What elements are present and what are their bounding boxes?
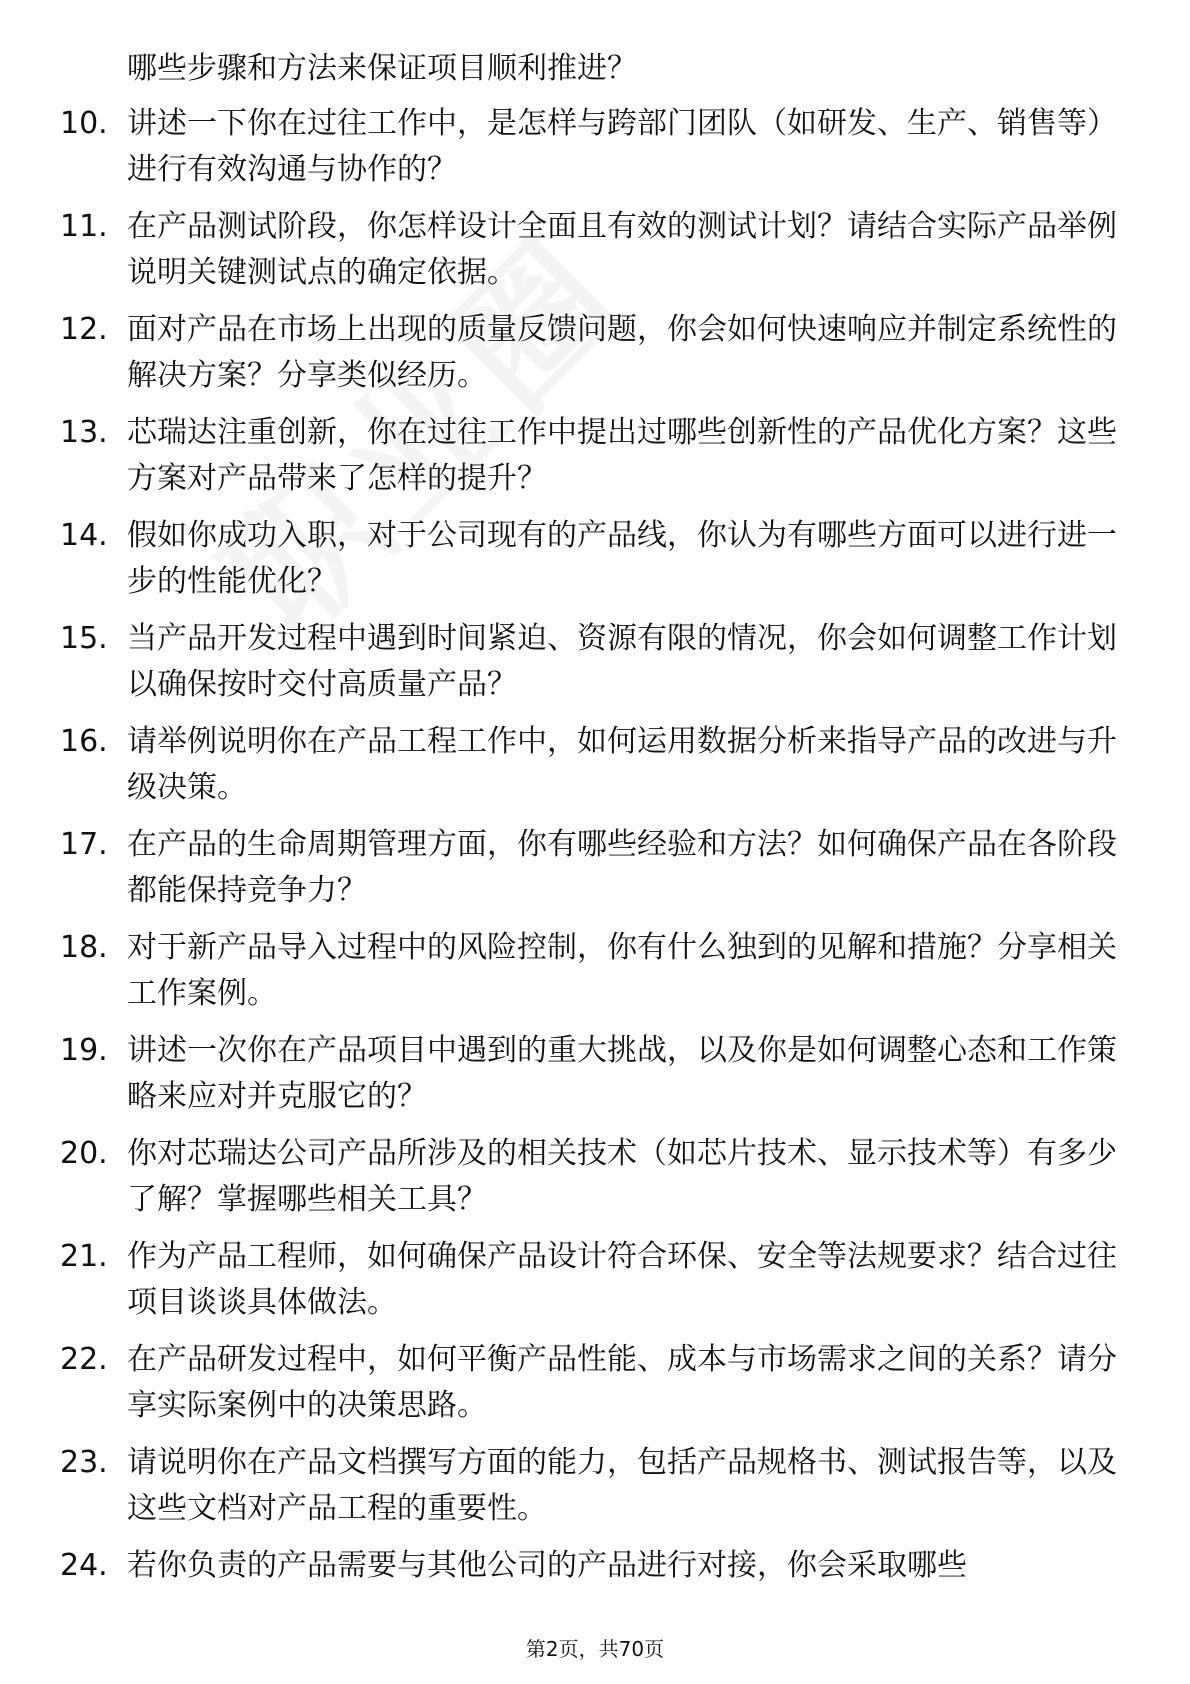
question-item: [60, 1028, 1135, 1120]
question-text: 讲述一次你在产品项目中遇到的重大挑战，以及你是如何调整心态和工作策略来应对并克服它的？: [127, 1033, 1117, 1114]
question-number: 14.: [60, 518, 108, 553]
question-number: 23.: [60, 1445, 108, 1480]
question-item: [60, 925, 1135, 1017]
question-text: 请说明你在产品文档撰写方面的能力，包括产品规格书、测试报告等，以及这些文档对产品工程的重要性。: [127, 1445, 1117, 1526]
question-number: 24.: [60, 1548, 108, 1583]
question-text: 当产品开发过程中遇到时间紧迫、资源有限的情况，你会如何调整工作计划以确保按时交付高质量产品？: [127, 621, 1117, 702]
question-number: 10.: [60, 106, 108, 141]
continuation-text: 哪些步骤和方法来保证项目顺利推进？: [127, 51, 637, 86]
question-text: 芯瑞达注重创新，你在过往工作中提出过哪些创新性的产品优化方案？这些方案对产品带来了怎样的提升？: [127, 415, 1117, 496]
question-text: 在产品研发过程中，如何平衡产品性能、成本与市场需求之间的关系？请分享实际案例中的决策思路。: [127, 1342, 1117, 1423]
question-number: 20.: [60, 1136, 108, 1171]
question-item: [60, 719, 1135, 811]
question-text: 若你负责的产品需要与其他公司的产品进行对接，你会采取哪些: [127, 1548, 967, 1583]
question-item: [60, 410, 1135, 502]
question-number: 16.: [60, 724, 108, 759]
question-number: 11.: [60, 209, 108, 244]
question-number: 21.: [60, 1239, 108, 1274]
question-text: 在产品的生命周期管理方面，你有哪些经验和方法？如何确保产品在各阶段都能保持竞争力？: [127, 827, 1117, 908]
question-text: 你对芯瑞达公司产品所涉及的相关技术（如芯片技术、显示技术等）有多少了解？掌握哪些相关工具？: [127, 1136, 1117, 1217]
question-list: [60, 46, 1135, 1600]
question-item: [60, 1131, 1135, 1223]
question-item: [60, 101, 1135, 193]
question-item: [60, 204, 1135, 296]
question-text: 作为产品工程师，如何确保产品设计符合环保、安全等法规要求？结合过往项目谈谈具体做法。: [127, 1239, 1117, 1320]
question-item: [60, 1234, 1135, 1326]
question-item: [60, 616, 1135, 708]
question-number: 13.: [60, 415, 108, 450]
question-number: 15.: [60, 621, 108, 656]
question-number: 18.: [60, 930, 108, 965]
question-text: 在产品测试阶段，你怎样设计全面且有效的测试计划？请结合实际产品举例说明关键测试点的确定依据。: [127, 209, 1117, 290]
question-number: 22.: [60, 1342, 108, 1377]
question-item: [60, 1543, 1135, 1589]
question-item: [60, 1440, 1135, 1532]
question-text: 讲述一下你在过往工作中，是怎样与跨部门团队（如研发、生产、销售等）进行有效沟通与协作的？: [127, 106, 1117, 187]
question-item: [60, 307, 1135, 399]
question-number: 17.: [60, 827, 108, 862]
question-text: 假如你成功入职，对于公司现有的产品线，你认为有哪些方面可以进行进一步的性能优化？: [127, 518, 1117, 599]
question-number: 12.: [60, 312, 108, 347]
question-text: 请举例说明你在产品工程工作中，如何运用数据分析来指导产品的改进与升级决策。: [127, 724, 1117, 805]
question-text: 面对产品在市场上出现的质量反馈问题，你会如何快速响应并制定系统性的解决方案？分享类似经历。: [127, 312, 1117, 393]
question-item: [60, 1337, 1135, 1429]
question-text: 对于新产品导入过程中的风险控制，你有什么独到的见解和措施？分享相关工作案例。: [127, 930, 1117, 1011]
question-item: [60, 513, 1135, 605]
question-number: 19.: [60, 1033, 108, 1068]
page-footer: 第2页，共70页: [525, 1637, 665, 1661]
question-item: [60, 822, 1135, 914]
